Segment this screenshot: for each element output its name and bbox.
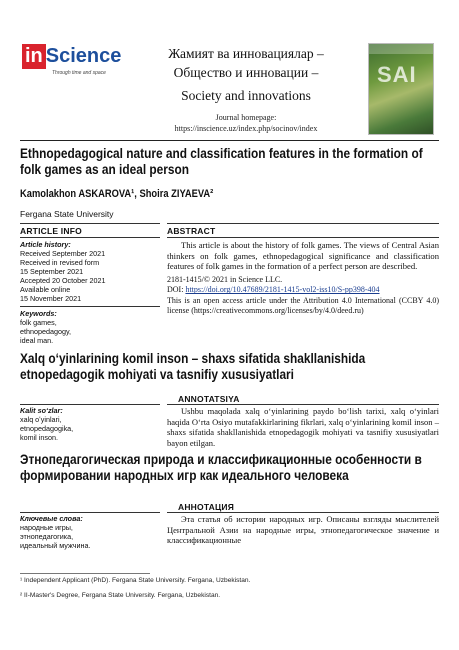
- annotatsiya-ru-heading: АННОТАЦИЯ: [178, 502, 235, 512]
- abstract-top-rule: [167, 223, 439, 224]
- history-line: 15 September 2021: [20, 267, 84, 276]
- keyword-item: folk games,: [20, 318, 57, 327]
- keyword-item: xalq oʻyinlari,: [20, 415, 62, 424]
- uz-annotation-text: Ushbu maqolada xalq oʻyinlarining paydo boʻlish tarixi, xalq oʻyinlari haqida Oʻrta Osiyo mutafakkirlarining fikrlari, xalq oʻyinlarining komil inson – shaxs sifatida shakllanishida etnopedagogik mohiyati va tasnifiy xususiyatlari bayon etilgan.: [167, 406, 439, 448]
- article-title-uz: Xalq oʻyinlarining komil inson – shaxs sifatida shakllanishida etnopedagogik mohiyati va tasnifiy xususiyatlari: [20, 351, 366, 382]
- article-info-heading: ARTICLE INFO: [20, 226, 82, 236]
- ru-keywords-rule: [20, 512, 160, 513]
- homepage-label: Journal homepage:: [215, 113, 277, 122]
- keyword-item: народные игры,: [20, 523, 73, 532]
- journal-cover-image: [368, 43, 434, 135]
- ru-annotation-rule: [167, 512, 439, 513]
- article-info-under-rule: [20, 237, 160, 238]
- homepage-link[interactable]: https://inscience.uz/index.php/socinov/index: [174, 124, 318, 133]
- ru-annotation-body: [167, 514, 439, 546]
- annotatsiya-heading: ANNOTATSIYA: [178, 394, 240, 404]
- cover-text: SAI: [377, 62, 417, 87]
- uz-annotation-rule: [167, 404, 439, 405]
- doi-line: [167, 285, 439, 296]
- keyword-item: идеальный мужчина.: [20, 541, 91, 550]
- keyword-item: ethnopedagogy,: [20, 327, 72, 336]
- uz-annotation-body: [167, 406, 439, 448]
- journal-title-en: Society and innovations: [181, 88, 311, 103]
- keyword-item: komil inson.: [20, 433, 58, 442]
- keywords-block: [20, 309, 160, 345]
- keywords-label: Keywords:: [20, 309, 57, 318]
- journal-logo: [22, 44, 122, 78]
- article-history-label: Article history:: [20, 240, 71, 249]
- history-line: Available online: [20, 285, 71, 294]
- license-text: This is an open access article under the Attribution 4.0 International (CCBY 4.0) license (https://creativecommons.org/licenses/by/4.0/deed.ru): [167, 295, 439, 315]
- uz-keywords-block: [20, 406, 160, 442]
- uz-keywords-label: Kalit soʻzlar:: [20, 406, 63, 415]
- header-divider: [20, 140, 439, 141]
- footnote-1: ¹ Independent Applicant (PhD). Fergana State University. Fergana, Uzbekistan.: [20, 577, 251, 584]
- abstract-body: [167, 240, 439, 316]
- logo-science-text: Science: [45, 45, 122, 67]
- article-title-en: Ethnopedagogical nature and classification features in the formation of folk games as an ideal person: [20, 146, 423, 177]
- history-line: Received in revised form: [20, 258, 100, 267]
- logo-in-mark: in: [22, 44, 46, 69]
- journal-title-ru: Общество и инновации –: [173, 65, 319, 80]
- doi-link[interactable]: https://doi.org/10.47689/2181-1415-vol2-iss10/S-pp398-404: [185, 285, 380, 295]
- logo-tagline: Through time and space: [52, 70, 106, 76]
- abstract-under-rule: [167, 237, 439, 238]
- uz-keywords-rule: [20, 404, 160, 405]
- keyword-item: etnopedagogika,: [20, 424, 74, 433]
- keyword-item: ideal man.: [20, 336, 54, 345]
- footnote-divider: [20, 573, 150, 574]
- history-line: 15 November 2021: [20, 294, 82, 303]
- article-history: [20, 240, 160, 303]
- ru-keywords-label: Ключевые слова:: [20, 514, 83, 523]
- ru-annotation-text: Эта статья об истории народных игр. Описаны взгляды мыслителей Центральной Азии на народные игры, этнопедагогическое значение и классификационные: [167, 514, 439, 546]
- issn-line: 2181-1415/© 2021 in Science LLC.: [167, 274, 283, 284]
- article-title-ru: Этнопедагогическая природа и классификационные особенности в формировании народных игр как идеального человека: [20, 452, 422, 483]
- keywords-rule: [20, 306, 160, 307]
- history-line: Accepted 20 October 2021: [20, 276, 106, 285]
- doi-label: DOI:: [167, 285, 184, 295]
- ru-keywords-block: [20, 514, 160, 550]
- history-line: Received September 2021: [20, 249, 106, 258]
- footnote-2: ² II-Master's Degree, Fergana State University. Fergana, Uzbekistan.: [20, 592, 221, 599]
- article-authors: Kamolakhon ASKAROVA¹, Shoira ZIYAEVA²: [20, 188, 214, 200]
- abstract-text: This article is about the history of folk games. The views of Central Asian thinkers on folk games, ethnopedagogical significance and classification features of folk games in the formation of a perfect person are described.: [167, 240, 439, 272]
- abstract-heading: ABSTRACT: [167, 226, 216, 236]
- author-affiliation: Fergana State University: [20, 209, 114, 219]
- article-info-top-rule: [20, 223, 160, 224]
- journal-title-uz: Жамият ва инновациялар –: [168, 46, 324, 61]
- keyword-item: этнопедагогика,: [20, 532, 74, 541]
- journal-homepage: [130, 112, 362, 134]
